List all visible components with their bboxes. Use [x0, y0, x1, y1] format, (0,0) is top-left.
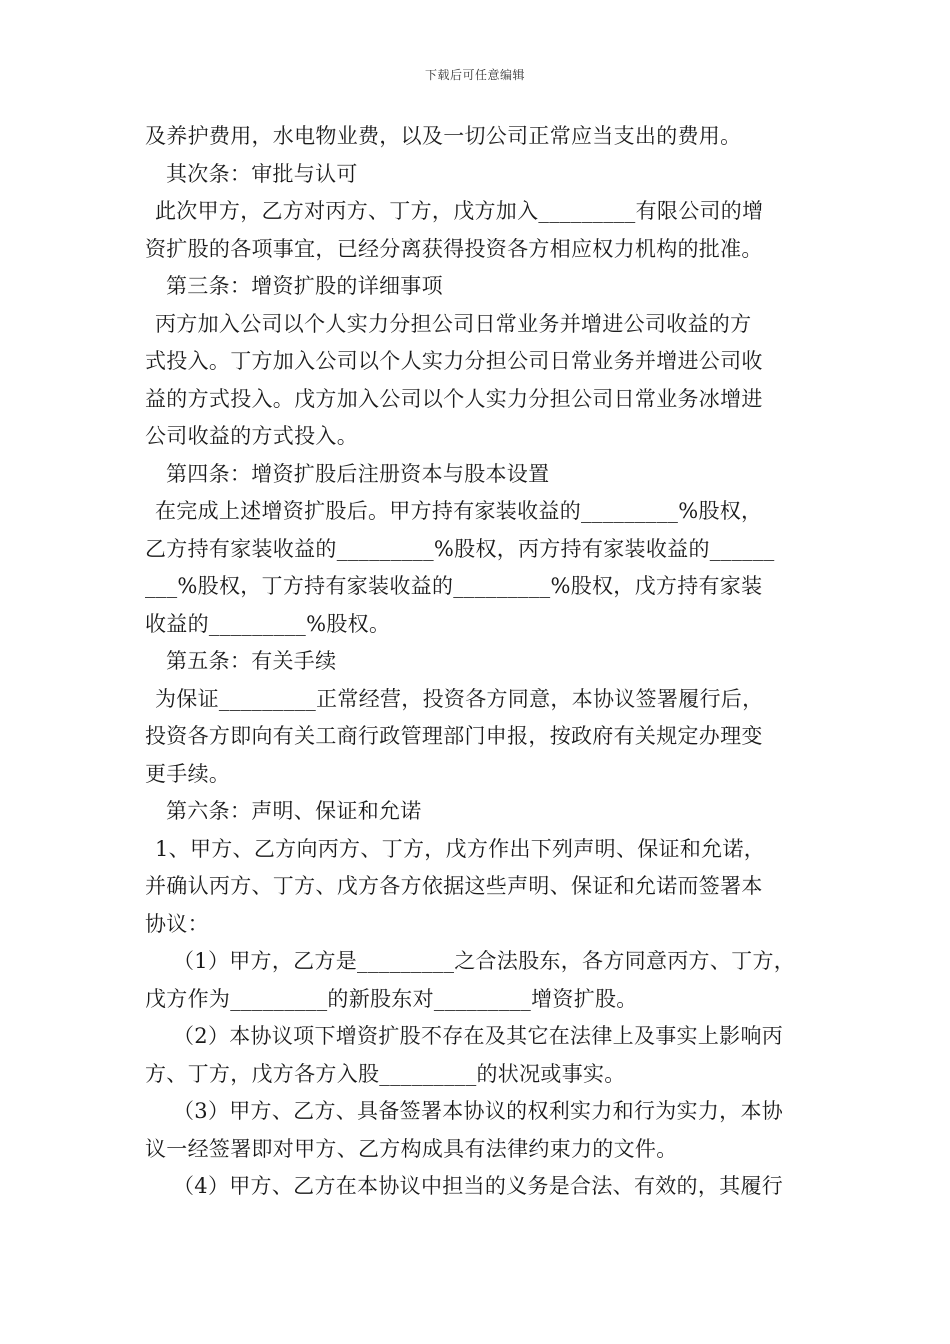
document-body	[145, 118, 825, 1206]
text-line: ___%股权，丁方持有家装收益的_________%股权，戊方持有家装	[145, 574, 763, 598]
text-line: 更手续。	[145, 761, 231, 786]
text-line: 式投入。丁方加入公司以个人实力分担公司日常业务并增进公司收	[145, 349, 763, 373]
text-line: 益的方式投入。戊方加入公司以个人实力分担公司日常业务冰增进	[145, 386, 763, 411]
text-line: 收益的_________%股权。	[145, 611, 391, 636]
text-line: 1、甲方、乙方向丙方、丁方，戊方作出下列声明、保证和允诺，	[155, 836, 766, 861]
text-line: 公司收益的方式投入。	[145, 424, 358, 448]
text-line: 及养护费用，水电物业费，以及一切公司正常应当支出的费用。	[145, 124, 742, 148]
text-line: 戊方作为_________的新股东对_________增资扩股。	[145, 986, 638, 1011]
text-line: 并确认丙方、丁方、戊方各方依据这些声明、保证和允诺而签署本	[145, 874, 763, 898]
clause-item: （2）本协议项下增资扩股不存在及其它在法律上及事实上影响丙	[173, 1024, 784, 1048]
clause-item: （4）甲方、乙方在本协议中担当的义务是合法、有效的，其履行	[173, 1174, 784, 1198]
page-header-note: 下载后可任意编辑	[424, 68, 525, 82]
article-heading: 第四条：增资扩股后注册资本与股本设置	[166, 461, 550, 486]
text-line: 此次甲方，乙方对丙方、丁方，戊方加入_________有限公司的增	[155, 199, 764, 223]
text-line: 在完成上述增资扩股后。甲方持有家装收益的_________%股权，	[155, 499, 763, 523]
text-line: 方、丁方，戊方各方入股_________的状况或事实。	[145, 1061, 626, 1086]
text-line: 为保证_________正常经营，投资各方同意，本协议签署履行后，	[155, 686, 764, 711]
article-heading: 其次条：审批与认可	[166, 161, 358, 186]
text-line: 议一经签署即对甲方、乙方构成具有法律约束力的文件。	[145, 1136, 678, 1161]
article-heading: 第三条：增资扩股的详细事项	[166, 274, 443, 298]
text-line: 协议：	[145, 911, 209, 936]
clause-item: （1）甲方，乙方是_________之合法股东，各方同意丙方、丁方，	[173, 949, 796, 973]
text-line: 资扩股的各项事宜，已经分离获得投资各方相应权力机构的批准。	[145, 236, 763, 261]
text-line: 乙方持有家装收益的_________%股权，丙方持有家装收益的______	[145, 536, 775, 561]
article-heading: 第六条：声明、保证和允诺	[166, 799, 422, 823]
article-heading: 第五条：有关手续	[166, 649, 337, 673]
text-line: 投资各方即向有关工商行政管理部门申报，按政府有关规定办理变	[145, 724, 763, 748]
text-line: 丙方加入公司以个人实力分担公司日常业务并增进公司收益的方	[155, 311, 752, 336]
clause-item: （3）甲方、乙方、具备签署本协议的权利实力和行为实力，本协	[173, 1099, 784, 1123]
